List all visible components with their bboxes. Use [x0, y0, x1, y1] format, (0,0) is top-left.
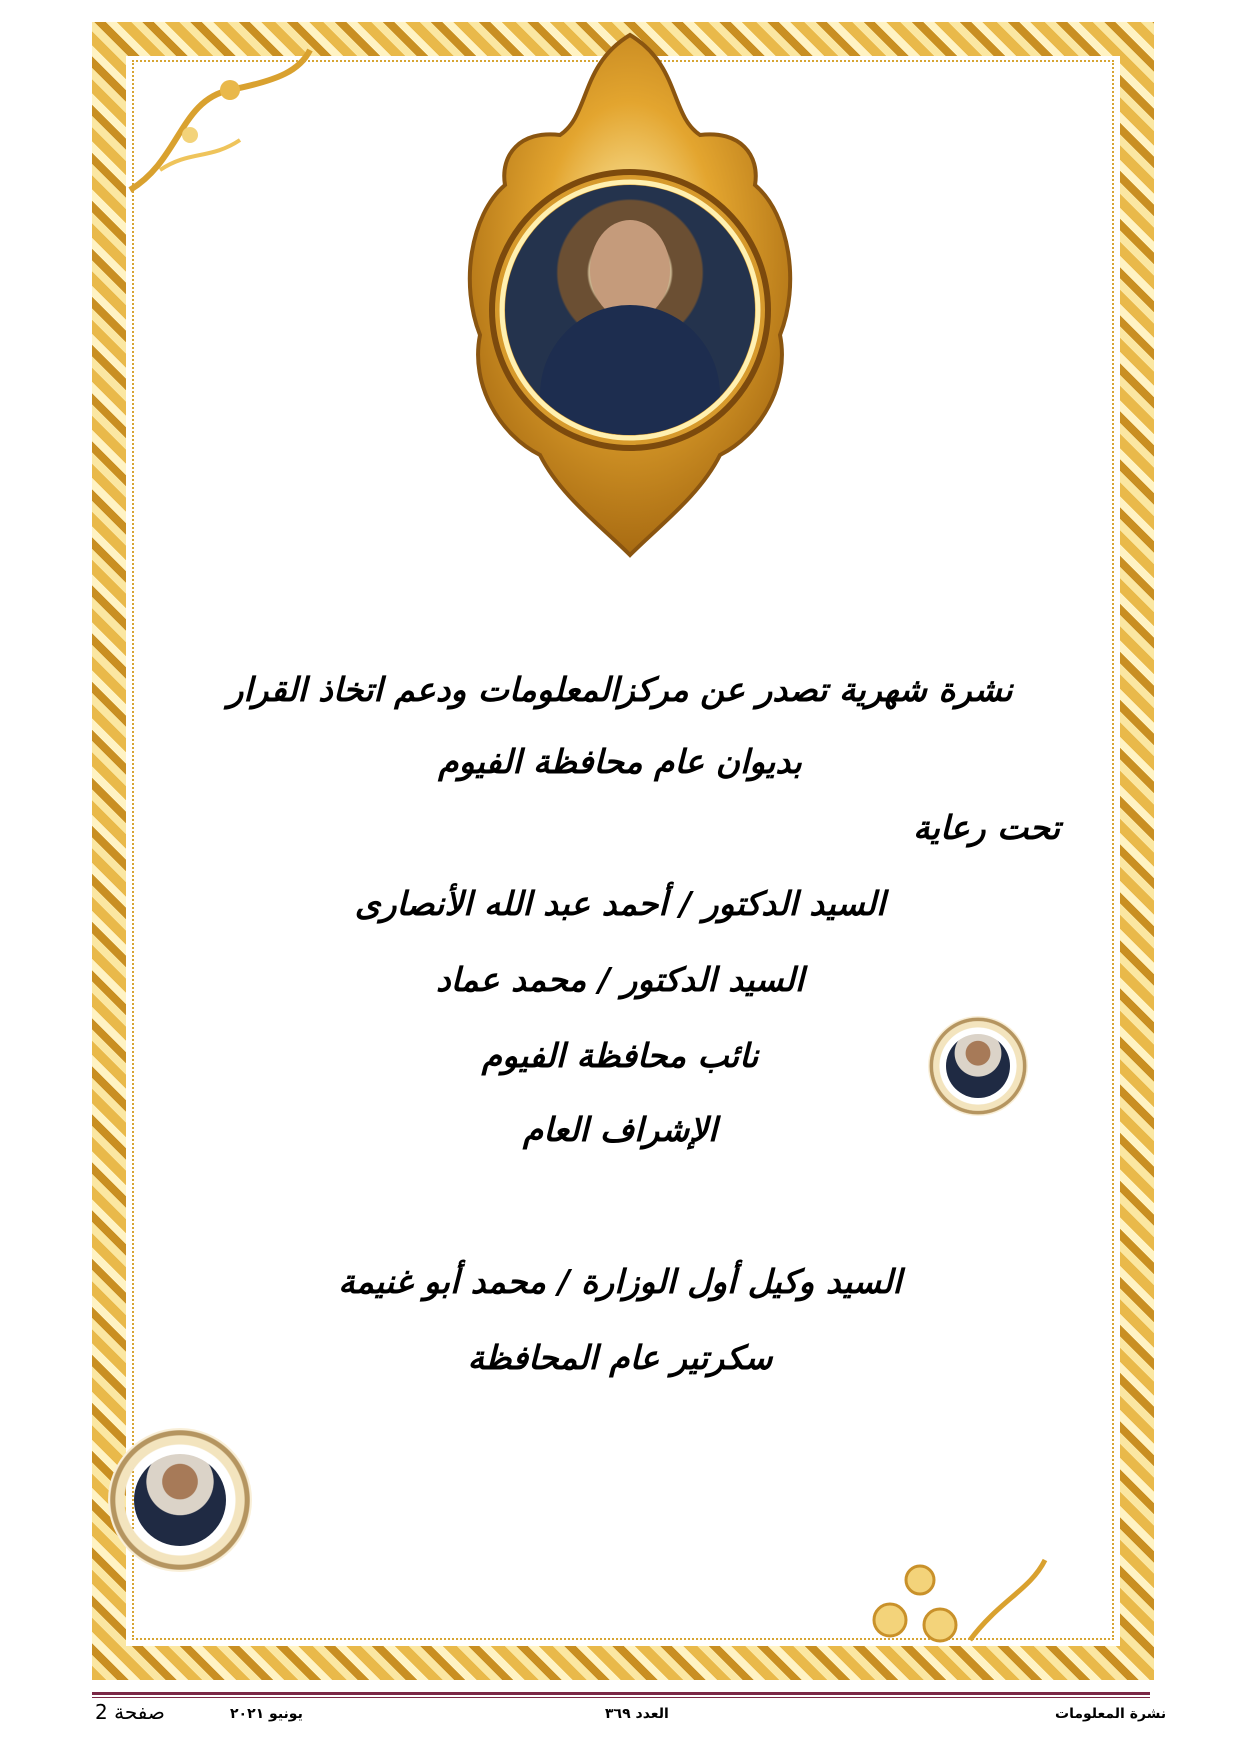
publisher-line-1: نشرة شهرية تصدر عن مركزالمعلومات ودعم اتخاذ القرار: [227, 670, 1013, 709]
main-portrait: [410, 25, 850, 565]
publisher-line-2: بديوان عام محافظة الفيوم: [438, 742, 802, 781]
footer-divider-thick: [92, 1692, 1150, 1695]
top-left-flourish-ornament: [120, 40, 320, 210]
footer-page-number: صفحة 2: [95, 1700, 165, 1724]
footer-date: يونيو ٢٠٢١: [230, 1706, 303, 1722]
deputy-role: نائب محافظة الفيوم: [481, 1036, 759, 1075]
governor-photo: [505, 185, 755, 435]
secretary-photo: [134, 1454, 226, 1546]
secretary-portrait: [108, 1428, 252, 1572]
deputy-name: السيد الدكتور / محمد عماد: [435, 960, 805, 999]
patronage-heading: تحت رعاية: [913, 808, 1060, 847]
supervision-heading: الإشراف العام: [522, 1110, 718, 1149]
footer-publication-title: نشرة المعلومات: [1055, 1706, 1167, 1722]
secretary-role: سكرتير عام المحافظة: [467, 1338, 773, 1377]
governor-name: السيد الدكتور / أحمد عبد الله الأنصارى: [354, 884, 886, 923]
footer-issue-number: العدد ٣٦٩: [605, 1706, 669, 1722]
footer-divider-thin: [92, 1697, 1150, 1698]
secretary-name: السيد وكيل أول الوزارة / محمد أبو غنيمة: [338, 1262, 902, 1301]
bottom-right-flourish-ornament: [850, 1500, 1050, 1670]
